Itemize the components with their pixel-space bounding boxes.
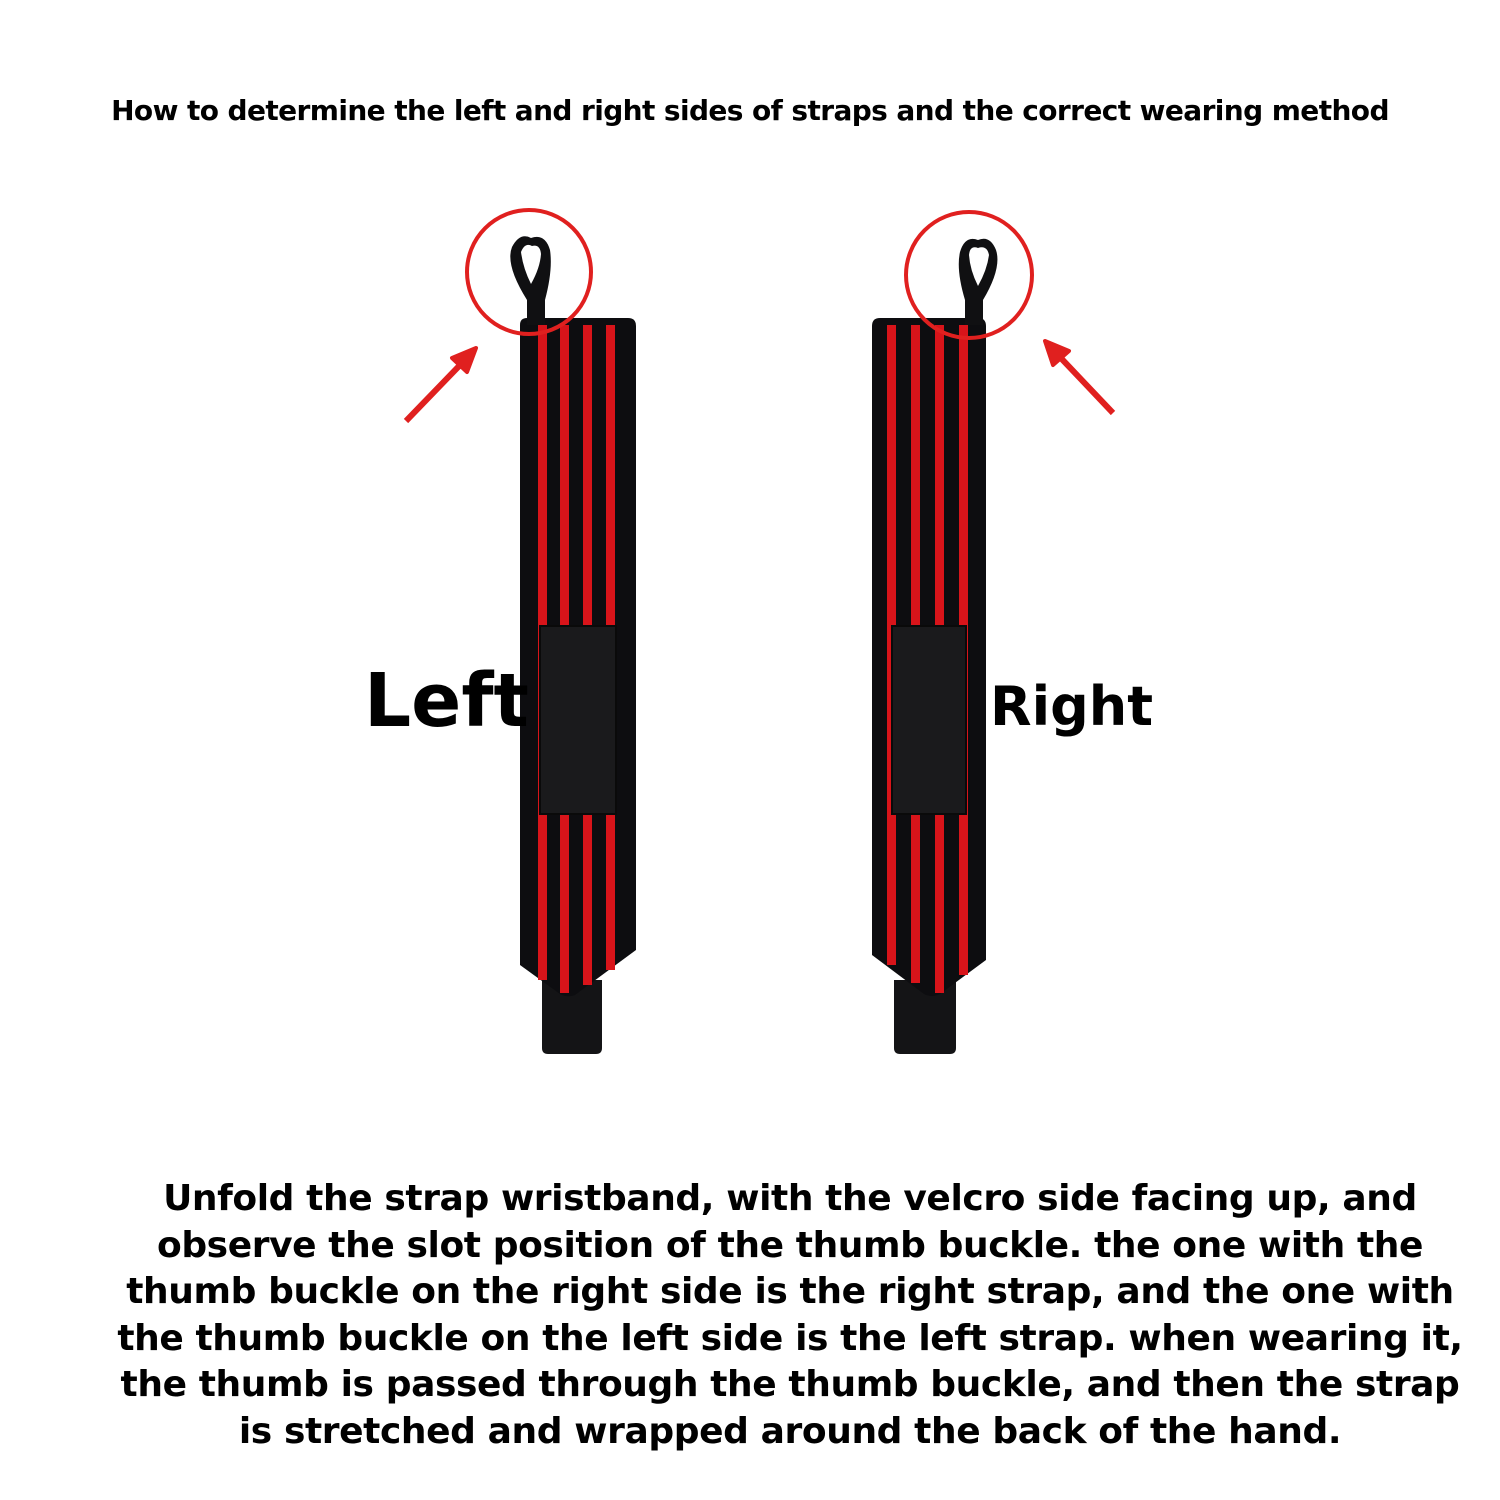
left-strap [406,210,636,1054]
page-title: How to determine the left and right sides of straps and the correct wearing method [111,94,1389,127]
right-strap [872,212,1113,1054]
right-strap-label: Right [990,675,1154,738]
left-strap-label: Left [364,658,529,744]
instructions-text: Unfold the strap wristband, with the velcro side facing up, and observe the slot position of the thumb buckle. the one with the thumb buckle on the right side is the right strap, and the one with the thumb buckle on the left side is the left strap. when wearing it, the thumb is passed through the thumb buckle, and then the strap is stretched and wrapped around the back of the hand. [117,1178,1463,1452]
